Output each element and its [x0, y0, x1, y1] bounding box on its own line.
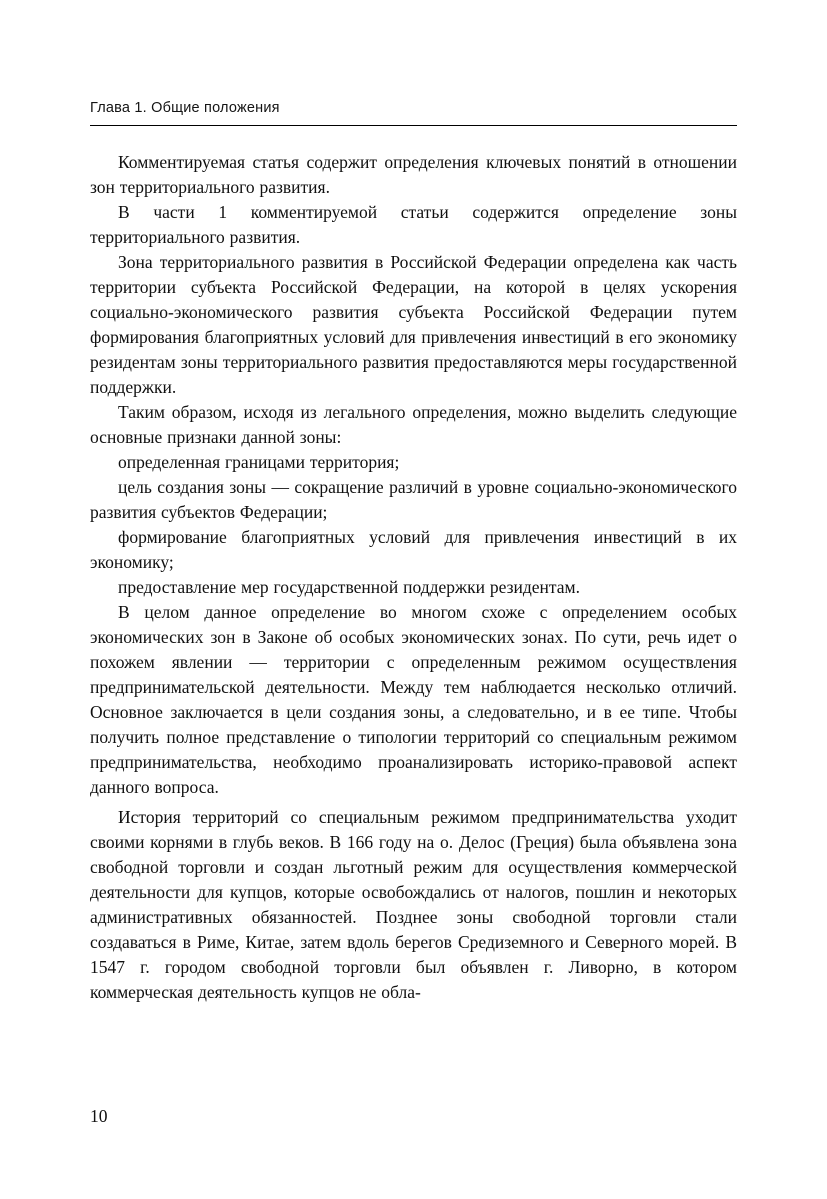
- paragraph: История территорий со специальным режимом предпринимательства уходит своими корнями в глубь веков. В 166 году на о. Делос (Греция) была объявлена зона свободной торговли и создан льготный режим для осуществления коммерческой деятельности для купцов, которые освобождались от налогов, пошлин и некоторых административных обязанностей. Позднее зоны свободной торговли стали создаваться в Риме, Китае, затем вдоль берегов Средиземного и Северного морей. В 1547 г. городом свободной торговли был объявлен г. Ливорно, в котором коммерческая деятельность купцов не обла-: [90, 807, 737, 1002]
- running-head: Глава 1. Общие положения: [90, 100, 280, 116]
- body-text: [90, 150, 737, 1005]
- paragraph: Зона территориального развития в Российской Федерации определена как часть территории субъекта Российской Федерации, на которой в целях ускорения социально-экономического развития субъекта Российской Федерации путем формирования благоприятных условий для привлечения инвестиций в его экономику резидентам зоны территориального развития предоставляются меры государственной поддержки.: [90, 252, 737, 397]
- paragraph: Комментируемая статья содержит определения ключевых понятий в отношении зон территориального развития.: [90, 152, 737, 197]
- page-number: 10: [90, 1106, 108, 1126]
- paragraph: В целом данное определение во многом схоже с определением особых экономических зон в Законе об особых экономических зонах. По сути, речь идет о похожем явлении — территории с определенным режимом осуществления предпринимательской деятельности. Между тем наблюдается несколько отличий. Основное заключается в цели создания зоны, а следовательно, и в ее типе. Чтобы получить полное представление о типологии территорий со специальным режимом предпринимательства, необходимо проанализировать историко-правовой аспект данного вопроса.: [90, 602, 737, 797]
- paragraph: В части 1 комментируемой статьи содержится определение зоны территориального развития.: [90, 202, 737, 247]
- paragraph-list-item: цель создания зоны — сокращение различий в уровне социально-экономического развития субъектов Федерации;: [90, 477, 737, 522]
- paragraph-list-item: предоставление мер государственной поддержки резидентам.: [118, 577, 580, 597]
- paragraph-list-item: определенная границами территория;: [118, 452, 400, 472]
- paragraph: Таким образом, исходя из легального определения, можно выделить следующие основные признаки данной зоны:: [90, 402, 737, 447]
- header-divider: [90, 125, 737, 126]
- paragraph-list-item: формирование благоприятных условий для привлечения инвестиций в их экономику;: [90, 527, 737, 572]
